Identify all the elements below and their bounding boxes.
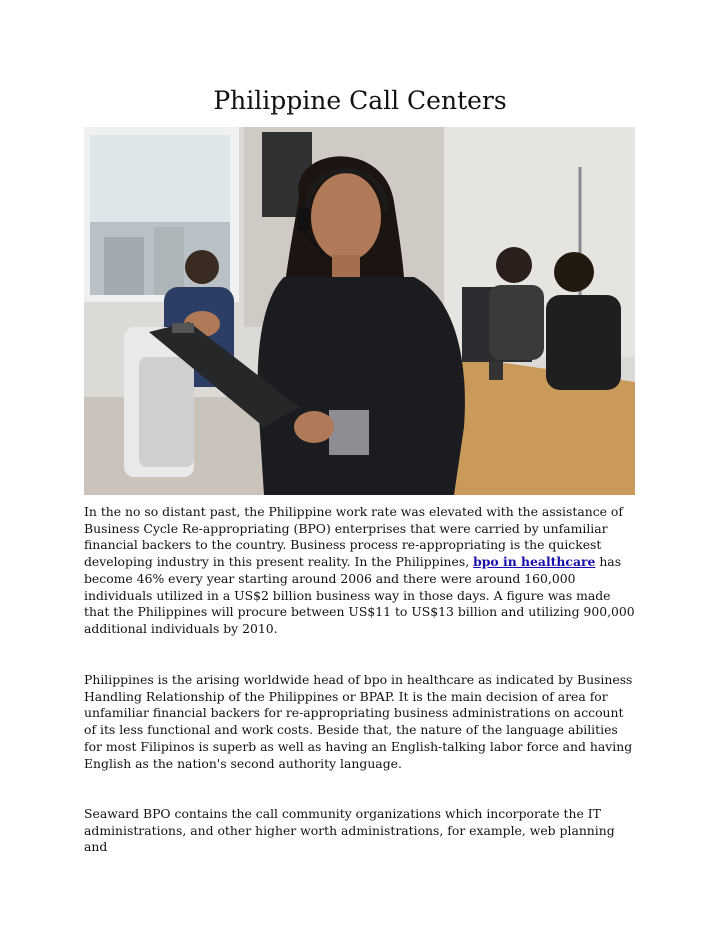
paragraph-1 bbox=[84, 504, 636, 638]
paragraph-3: Seaward BPO contains the call community organizations which incorporate the IT administrations, and other higher worth administrations, for example, web planning and bbox=[84, 806, 615, 855]
bpo-in-healthcare-link[interactable]: bpo in healthcare bbox=[473, 554, 596, 570]
paragraph-2: Philippines is the arising worldwide head of bpo in healthcare as indicated by Business Handling Relationship of the Philippines or BPAP. It is the main decision of area for unfamiliar financial backers for re-appropriating business administrations on account of its less functional and work costs. Beside that, the nature of the language abilities for most Filipinos is superb as well as having an English-talking labor force and having English as the nation's second authority language. bbox=[84, 672, 633, 771]
paragraph-1-text-before: In the no so distant past, the Philippine work rate was elevated with the assistance of Business Cycle Re-appropriating (BPO) enterprises that were carried by unfamiliar financial backers to the country. Business process re-appropriating is the quickest developing industry in this present reality. In the Philippines, bbox=[84, 504, 623, 570]
call-center-photo bbox=[84, 127, 635, 495]
paragraph-1-text-after: has become 46% every year starting around 2006 and there were around 160,000 individuals utilized in a US$2 billion business way in those days. A figure was made that the Philippines will procure between US$11 to US$13 billion and utilizing 900,000 additional individuals by 2010. bbox=[84, 554, 635, 636]
page-title: Philippine Call Centers bbox=[213, 86, 507, 115]
call-center-illustration bbox=[84, 127, 635, 495]
